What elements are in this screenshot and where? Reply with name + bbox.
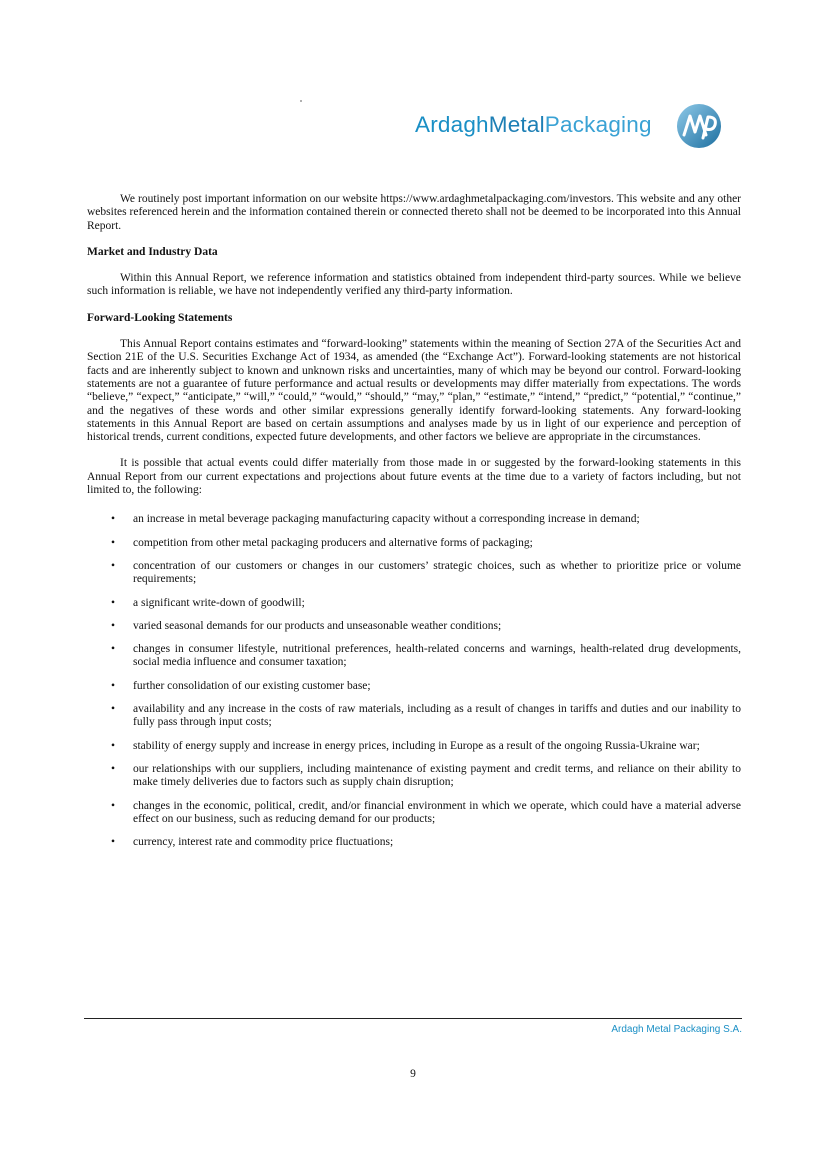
list-item-text: stability of energy supply and increase in energy prices, including in Europe as a result of the ongoing Russia-Ukraine war; xyxy=(133,739,700,752)
forward-paragraph-2: It is possible that actual events could differ materially from those made in or suggested by the forward-looking statements in this Annual Report from our current expectations and projections about future events at the time due to a variety of factors including, but not limited to, the following: xyxy=(87,457,741,497)
list-item xyxy=(87,513,741,526)
bullet-icon: • xyxy=(111,762,116,775)
list-item xyxy=(87,643,741,670)
brand-word-metal: Metal xyxy=(488,112,545,137)
list-item xyxy=(87,620,741,633)
market-paragraph: Within this Annual Report, we reference information and statistics obtained from independent third-party sources. While we believe such information is reliable, we have not independently verified any third-party information. xyxy=(87,272,741,298)
bullet-icon: • xyxy=(111,836,116,849)
forward-paragraph-1: This Annual Report contains estimates and “forward-looking” statements within the meaning of Section 27A of the Securities Act and Section 21E of the U.S. Securities Exchange Act of 1934, as amended (the “Exchange Act”). Forward-looking statements are not historical facts and are inherently subject to known and unknown risks and uncertainties, many of which may be beyond our control. Forward-looking statements are not a guarantee of future performance and actual results or developments may differ materially from expectations. The words “believe,” “expect,” “anticipate,” “will,” “could,” “would,” “should,” “may,” “plan,” “estimate,” “intend,” “predict,” “potential,” “continue,” and the negatives of these words and other similar expressions generally identify forward-looking statements. Any forward-looking statements in this Annual Report are based on certain assumptions and analyses made by us in light of our experience and perception of historical trends, current conditions, expected future developments, and other factors we believe are appropriate in the circumstances. xyxy=(87,338,741,444)
footer-company-name: Ardagh Metal Packaging S.A. xyxy=(611,1024,742,1035)
bullet-icon: • xyxy=(111,596,116,609)
list-item-text: further consolidation of our existing customer base; xyxy=(133,679,371,692)
bullet-icon: • xyxy=(111,679,116,692)
list-item-text: varied seasonal demands for our products and unseasonable weather conditions; xyxy=(133,619,502,632)
list-item xyxy=(87,800,741,827)
stray-dot xyxy=(300,100,302,102)
page-header xyxy=(0,0,826,170)
list-item-text: changes in the economic, political, credit, and/or financial environment in which we operate, which could have a material adverse effect on our business, such as reducing demand for our products; xyxy=(133,799,741,825)
amp-logo-icon xyxy=(675,102,723,150)
list-item-text: availability and any increase in the costs of raw materials, including as a result of changes in tariffs and duties and our inability to fully pass through input costs; xyxy=(133,703,741,729)
list-item-text: concentration of our customers or changes in our customers’ strategic choices, such as whether to prioritize price or volume requirements; xyxy=(133,559,741,586)
brand-word-packaging: Packaging xyxy=(544,112,652,137)
footer-divider xyxy=(84,1018,742,1019)
bullet-icon: • xyxy=(111,799,116,812)
list-item xyxy=(87,680,741,693)
brand-word-ardagh: Ardagh xyxy=(415,112,489,137)
bullet-icon: • xyxy=(111,536,116,549)
list-item-text: our relationships with our suppliers, including maintenance of existing payment and credit terms, and reliance on their ability to make timely deliveries due to factors such as supply chain disruption; xyxy=(133,762,741,789)
list-item xyxy=(87,836,741,849)
bullet-icon: • xyxy=(111,619,116,632)
bullet-icon: • xyxy=(111,739,116,752)
list-item xyxy=(87,597,741,610)
list-item-text: an increase in metal beverage packaging manufacturing capacity without a corresponding increase in demand; xyxy=(133,513,640,526)
market-heading: Market and Industry Data xyxy=(87,245,218,258)
page-number: 9 xyxy=(410,1068,416,1080)
bullet-icon: • xyxy=(111,513,116,526)
bullet-icon: • xyxy=(111,559,116,572)
list-item xyxy=(87,537,741,550)
list-item-text: currency, interest rate and commodity price fluctuations; xyxy=(133,836,394,849)
bullet-icon: • xyxy=(111,703,116,716)
bullet-icon: • xyxy=(111,643,116,656)
list-item-text: changes in consumer lifestyle, nutritional preferences, health-related concerns and warnings, health-related drug developments, social media influence and consumer taxation; xyxy=(133,643,741,669)
forward-heading: Forward-Looking Statements xyxy=(87,311,233,324)
body-content xyxy=(87,193,741,859)
brand-wordmark xyxy=(415,112,652,138)
list-item xyxy=(87,740,741,753)
list-item xyxy=(87,560,741,587)
list-item xyxy=(87,763,741,790)
list-item xyxy=(87,703,741,730)
intro-paragraph: We routinely post important information on our website https://www.ardaghmetalpackaging.com/investors. This website and any other websites referenced herein and the information contained therein or connected thereto shall not be deemed to be incorporated into this Annual Report. xyxy=(87,193,741,232)
list-item-text: competition from other metal packaging producers and alternative forms of packaging; xyxy=(133,536,533,549)
risk-factor-list xyxy=(87,513,741,849)
list-item-text: a significant write-down of goodwill; xyxy=(133,596,305,609)
